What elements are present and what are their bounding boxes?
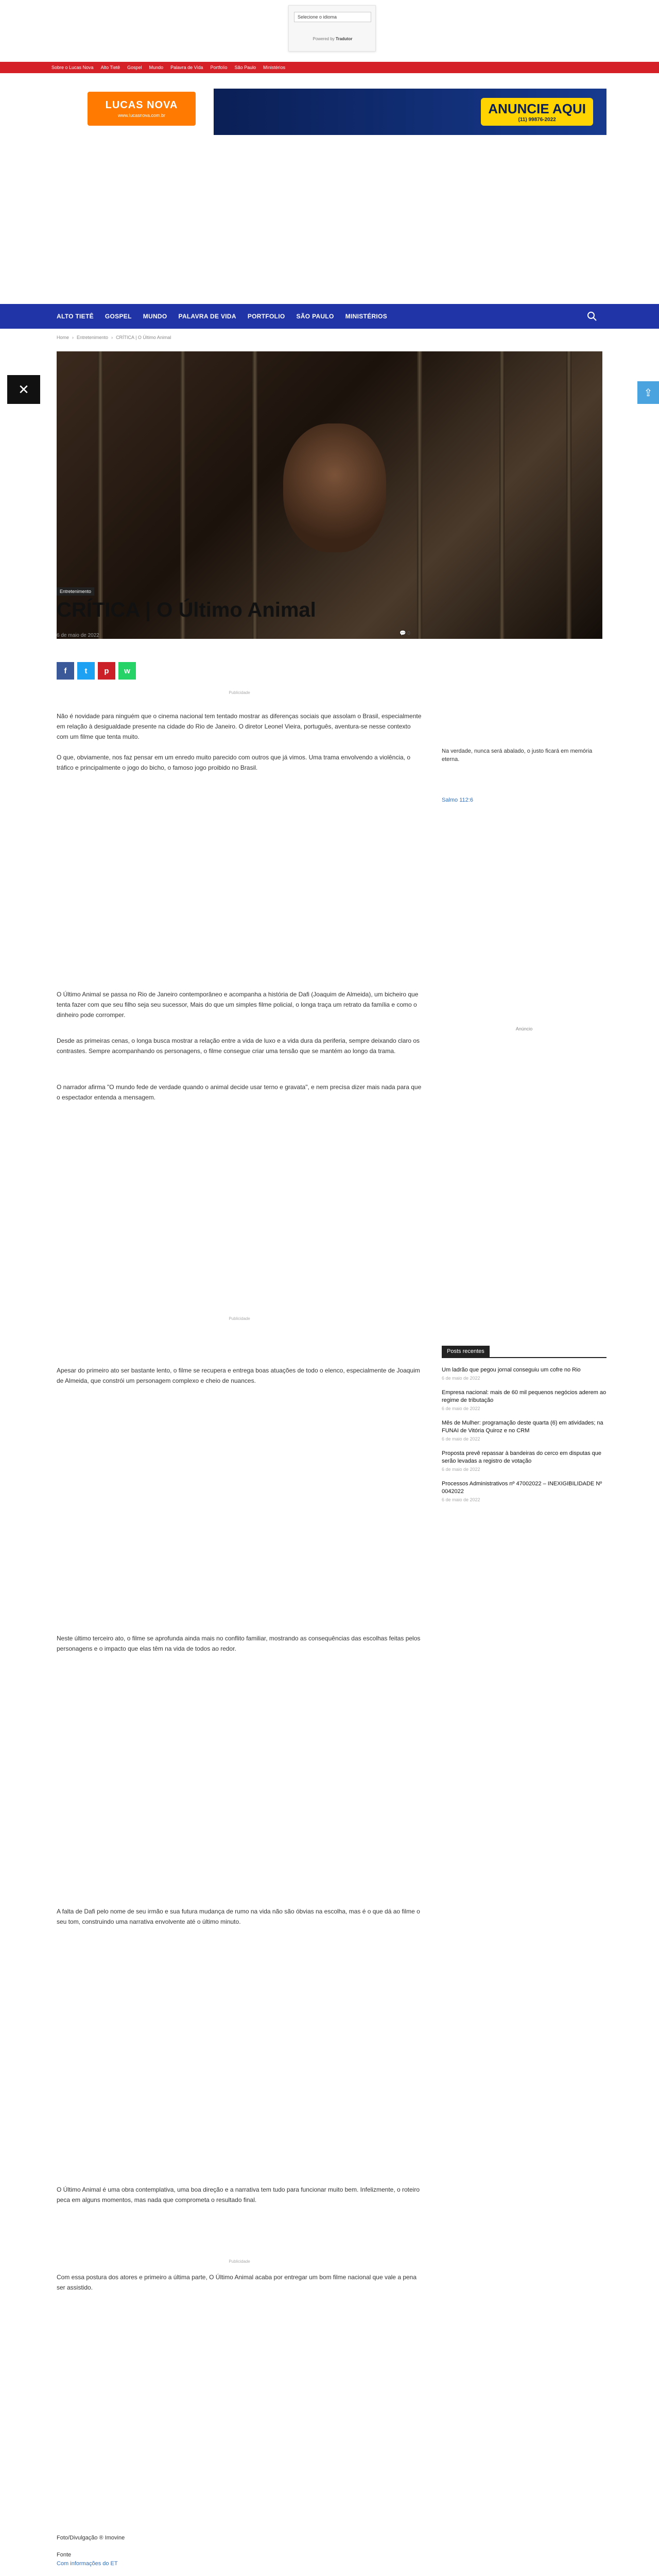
ad-label: Publicidade (229, 1316, 250, 1321)
nav-item[interactable]: GOSPEL (105, 313, 132, 320)
nav-item[interactable]: MUNDO (143, 313, 167, 320)
comment-count[interactable]: 💬 0 (400, 631, 410, 636)
twitter-icon[interactable]: t (77, 662, 95, 680)
nav-item[interactable]: ALTO TIETÊ (57, 313, 94, 320)
article-paragraph: Desde as primeiras cenas, o longa busca mostrar a relação entre a vida de luxo e a vida dura da periferia, sempre deixando claro os contrastes. Sempre acompanhando os personagens, o filme consegue criar uma tensão que se mantém ao longo da trama. (57, 1037, 420, 1055)
nav-item[interactable]: PALAVRA DE VIDA (178, 313, 236, 320)
recent-posts-list (442, 1366, 606, 1511)
nav-item[interactable]: PORTFOLIO (247, 313, 285, 320)
header-ad-banner[interactable] (214, 89, 606, 135)
article-paragraph: A falta de Dafi pelo nome de seu irmão e sua futura mudança de rumo na vida não são óbvias na escolha, mas é o que dá ao filme o seu tom, construindo uma narrativa envolvente até o último minuto. (57, 1908, 420, 1925)
article-paragraph: O narrador afirma "O mundo fede de verdade quando o animal decide usar terno e gravata", e nem precisa dizer mais nada para que o espectador entenda a mensagem. (57, 1083, 422, 1101)
prison-bar (499, 351, 505, 639)
prison-bar (252, 351, 257, 639)
breadcrumb-item: CRÍTICA | O Último Animal (116, 335, 171, 340)
list-item[interactable]: Proposta prevê repassar à bandeiras do cerco em disputas que serão levadas a registro de votação 6 de maio de 2022 (442, 1450, 602, 1472)
top-menu (51, 62, 285, 73)
site-logo[interactable] (85, 89, 198, 129)
top-link[interactable]: Ministérios (263, 65, 286, 70)
breadcrumb-item[interactable]: Home (57, 335, 70, 340)
ad-label: Publicidade (229, 2259, 250, 2264)
article-paragraph: Apesar do primeiro ato ser bastante lento, o filme se recupera e entrega boas atuações de todo o elenco, especialmente de Joaquim de Almeida, que constrói um personagem complexo e cheio de nuances. (57, 1367, 420, 1384)
share-buttons (57, 662, 136, 680)
nav-item[interactable]: MINISTÉRIOS (345, 313, 387, 320)
source-link[interactable]: Com informações do ET (57, 2561, 118, 2567)
top-link[interactable]: Gospel (127, 65, 142, 70)
pinterest-icon[interactable]: p (98, 662, 115, 680)
top-link[interactable]: São Paulo (234, 65, 256, 70)
list-item[interactable]: Empresa nacional: mais de 60 mil pequenos negócios aderem ao regime de tributação 6 de maio de 2022 (442, 1389, 606, 1411)
top-link[interactable]: Sobre o Lucas Nova (51, 65, 94, 70)
article-title: CRÍTICA | O Último Animal (57, 599, 316, 621)
actor-face (283, 423, 386, 552)
source-label: Fonte (57, 2552, 72, 2558)
photo-credit: Foto/Divulgação ® Imovine (57, 2535, 125, 2541)
top-link[interactable]: Mundo (149, 65, 164, 70)
article-paragraph: O Último Animal se passa no Rio de Janeiro contemporâneo e acompanha a história de Dafi (Joaquim de Almeida), um bicheiro que tenta fazer com que seu filho seja seu sucessor, Mais do que um simples filme policial, o longa traça um retrato da família e como o dinheiro pode corromper. (57, 991, 419, 1019)
facebook-icon[interactable]: f (57, 662, 74, 680)
nav-menu (57, 304, 387, 329)
top-bar (0, 62, 659, 73)
hero-image (57, 351, 602, 639)
sidebar-quote-link[interactable]: Salmo 112:6 (442, 797, 473, 803)
breadcrumb-item[interactable]: Entretenimento (77, 335, 109, 340)
powered-by: Powered by Tradutor (313, 37, 353, 41)
article-paragraph: Neste último terceiro ato, o filme se aprofunda ainda mais no conflito familiar, mostrando as consequências das escolhas feitas pelos personagens e o impacto que elas têm na vida de todos ao redor. (57, 1635, 421, 1652)
sidebar-ad-label: Anúncio (515, 1026, 533, 1031)
article-date: 6 de maio de 2022 (57, 633, 99, 638)
translate-widget (288, 5, 376, 52)
article-paragraph: O Último Animal é uma obra contemplativa, uma boa direção e a narrativa tem tudo para funcionar muito bem. Infelizmente, o roteiro peca em alguns momentos, mas nada que comprometa o resultado final. (57, 2186, 420, 2204)
language-select[interactable]: Selecione o idioma (294, 12, 371, 22)
logo-badge (88, 92, 196, 126)
search-icon[interactable] (587, 311, 597, 321)
article-paragraph: Não é novidade para ninguém que o cinema nacional tem tentado mostrar as diferenças sociais que assolam o Brasil, especialmente em relação à desigualdade presente na cidade do Rio de Janeiro. O diretor Leonel Vieira, português, aventura-se nesse contexto com um filme que tenta muito. (57, 713, 422, 740)
prison-bar (180, 351, 185, 639)
breadcrumb: Home › Entretenimento › CRÍTICA | O Último Animal (57, 335, 171, 340)
whatsapp-icon[interactable]: w (118, 662, 136, 680)
list-item[interactable]: Um ladrão que pegou jornal conseguiu um cofre no Rio 6 de maio de 2022 (442, 1367, 581, 1381)
prison-bar (98, 351, 103, 639)
article-paragraph: O que, obviamente, nos faz pensar em um enredo muito parecido com outros que já vimos. Uma trama envolvendo a violência, o tráfico e principalmente o jogo do bicho, o famoso jogo proibido no Brasil. (57, 754, 411, 771)
share-side-icon[interactable]: ⇪ (637, 381, 659, 404)
nav-item[interactable]: SÃO PAULO (296, 313, 334, 320)
close-icon[interactable]: ✕ (7, 375, 40, 404)
main-nav (0, 304, 659, 329)
sidebar-quote: Na verdade, nunca será abalado, o justo ficará em memória eterna. (442, 748, 593, 762)
top-link[interactable]: Portfolio (210, 65, 228, 70)
list-item[interactable]: Processos Administrativos nº 47002022 – INEXIGIBILIDADE Nº 0042022 6 de maio de 2022 (442, 1481, 602, 1502)
list-item[interactable]: Mês de Mulher: programação deste quarta (6) em atividades; na FUNAI de Vitória Quiroz e no CRM 6 de maio de 2022 (442, 1420, 603, 1442)
prison-bar (566, 351, 571, 639)
top-link[interactable]: Palavra de Vida (170, 65, 203, 70)
top-link[interactable]: Alto Tietê (100, 65, 120, 70)
recent-posts-title: Posts recentes (442, 1346, 606, 1358)
logo-url: www.lucasnova.com.br (117, 113, 166, 118)
ad-label: Publicidade (229, 690, 250, 695)
logo-title: LUCAS NOVA (105, 99, 178, 111)
ad-headline: ANUNCIE AQUI (488, 101, 586, 116)
ad-phone: (11) 99876-2022 (518, 117, 556, 123)
ad-cta (481, 98, 593, 126)
prison-bar (417, 351, 422, 639)
category-badge[interactable]: Entretenimento (57, 587, 94, 596)
article-paragraph: Com essa postura dos atores e primeiro a última parte, O Último Animal acaba por entregar um bom filme nacional que vale a pena ser assistido. (57, 2274, 417, 2291)
